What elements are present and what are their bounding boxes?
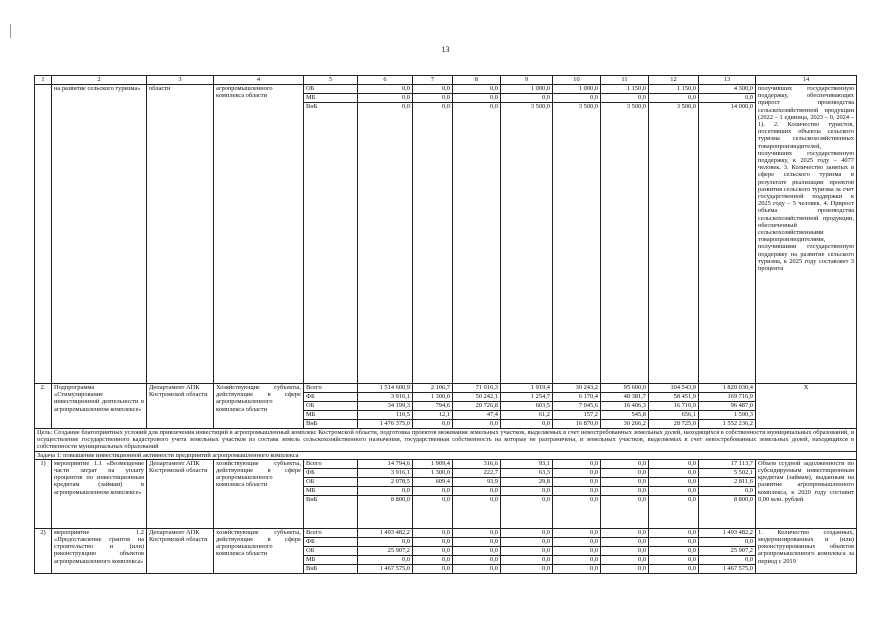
item-name: мероприятие 1.2 «Предоставление грантов на строительство и (или) реконструкцию объектов агропромышленного комплекса»: [52, 528, 147, 573]
funding-source: ОБ: [304, 546, 358, 555]
value-cell: 0,0: [649, 477, 699, 486]
task-row: [35, 451, 857, 459]
responsible: Департамент АПК Костромской области: [147, 459, 214, 528]
value-cell: 0,0: [358, 555, 413, 564]
value-cell: 0,0: [453, 85, 501, 94]
value-cell: 0,0: [601, 477, 649, 486]
value-cell: 5 502,1: [699, 468, 756, 477]
value-cell: 1 467 575,0: [699, 564, 756, 573]
value-cell: 0,0: [601, 555, 649, 564]
value-cell: 1 493 482,2: [358, 528, 413, 537]
value-cell: 1 493 482,2: [699, 528, 756, 537]
value-cell: 603,5: [501, 402, 553, 411]
value-cell: 0,0: [501, 495, 553, 528]
value-cell: 8 800,0: [699, 495, 756, 528]
value-cell: 0,0: [553, 555, 601, 564]
funding-source: ВнБ: [304, 420, 358, 429]
value-cell: 0,0: [453, 537, 501, 546]
value-cell: 1 300,0: [413, 468, 453, 477]
header-cell: 1: [35, 76, 52, 85]
value-cell: 0,0: [453, 103, 501, 384]
value-cell: 0,0: [553, 468, 601, 477]
value-cell: 1 590,3: [699, 411, 756, 420]
value-cell: 0,0: [553, 495, 601, 528]
item-name: на развитие сельского туризма»: [52, 85, 147, 384]
value-cell: 0,0: [553, 528, 601, 537]
responsible: Департамент АПК Костромской области: [147, 528, 214, 573]
funding-source: МБ: [304, 411, 358, 420]
value-cell: 0,0: [358, 486, 413, 495]
value-cell: 63,3: [501, 468, 553, 477]
value-cell: 12,1: [413, 411, 453, 420]
margin-mark: [10, 24, 11, 38]
value-cell: 93,1: [501, 459, 553, 468]
value-cell: 0,0: [699, 555, 756, 564]
value-cell: 1 254,7: [501, 393, 553, 402]
value-cell: 29,8: [501, 477, 553, 486]
funding-source: ФБ: [304, 468, 358, 477]
participants: Хозяйствующие субъекты, действующие в сфере агропромышленного комплекса области: [214, 384, 304, 429]
goal-text: Цель: Создание благоприятных условий для привлечения инвестиций в агропромышленный комплекс Костромской области, подготовка проектов межевания земельных участков, выделяемых в счет невостребованных земельных долей, находящихся в собственности муниципальных образований, и осуществление государственного кадастрового учета земельных участков из состава земель сельскохозяйственного назначения, государственная собственность на которые не разграничена, и земельных участков, выделяемых в счет невостребованных земельных долей, находящихся в собственности муниципальных образований: [35, 429, 857, 452]
goal-row: [35, 429, 857, 452]
value-cell: 0,0: [553, 477, 601, 486]
data-row: [35, 384, 857, 393]
funding-source: Всего: [304, 528, 358, 537]
funding-source: Всего: [304, 384, 358, 393]
value-cell: 6 170,4: [553, 393, 601, 402]
value-cell: 0,0: [453, 546, 501, 555]
funding-source: ВнБ: [304, 564, 358, 573]
result-indicator: X: [756, 384, 857, 429]
value-cell: 1 552 236,2: [699, 420, 756, 429]
value-cell: 3 500,0: [601, 103, 649, 384]
value-cell: 0,0: [649, 468, 699, 477]
responsible: Департамент АПК Костромской области: [147, 384, 214, 429]
result-indicator: 1. Количество созданных, модернизированных и (или) реконструированных объектов агропромышленного комплекса за период с 2019: [756, 528, 857, 573]
header-cell: 4: [214, 76, 304, 85]
funding-source: ФБ: [304, 537, 358, 546]
value-cell: 316,6: [453, 459, 501, 468]
value-cell: 0,0: [501, 528, 553, 537]
value-cell: 93,9: [453, 477, 501, 486]
header-cell: 8: [453, 76, 501, 85]
value-cell: 61,2: [501, 411, 553, 420]
row-number: 1): [35, 459, 52, 528]
value-cell: 0,0: [453, 528, 501, 537]
value-cell: 1 909,4: [413, 459, 453, 468]
value-cell: 58 451,9: [649, 393, 699, 402]
task-text: Задача 1: повышение инвестиционной активности предприятий агропромышленного комплекса: [35, 451, 857, 459]
value-cell: 0,0: [649, 459, 699, 468]
value-cell: 0,0: [413, 495, 453, 528]
value-cell: 0,0: [601, 459, 649, 468]
value-cell: 2 106,7: [413, 384, 453, 393]
value-cell: 30 266,2: [601, 420, 649, 429]
value-cell: 0,0: [699, 486, 756, 495]
participants: хозяйствующие субъекты, действующие в сфере агропромышленного комплекса области: [214, 528, 304, 573]
header-cell: 6: [358, 76, 413, 85]
value-cell: 34 199,3: [358, 402, 413, 411]
value-cell: 794,6: [413, 402, 453, 411]
value-cell: 0,0: [501, 537, 553, 546]
participants: агропромышленного комплекса области: [214, 85, 304, 384]
value-cell: 1 000,0: [553, 85, 601, 94]
value-cell: 0,0: [413, 546, 453, 555]
value-cell: 0,0: [413, 528, 453, 537]
row-number: 2.: [35, 384, 52, 429]
value-cell: 95 600,0: [601, 384, 649, 393]
value-cell: 0,0: [501, 564, 553, 573]
item-name: мероприятие 1.1 «Возмещение части затрат на уплату процентов по инвестиционным кредитам (займам) в агропромышленном комплексе»: [52, 459, 147, 528]
value-cell: 3 500,0: [501, 103, 553, 384]
value-cell: 14 000,0: [699, 103, 756, 384]
value-cell: 2 078,5: [358, 477, 413, 486]
value-cell: 1 476 375,0: [358, 420, 413, 429]
value-cell: 0,0: [358, 537, 413, 546]
value-cell: 0,0: [413, 486, 453, 495]
participants: хозяйствующие субъекты, действующие в сфере агропромышленного комплекса области: [214, 459, 304, 528]
value-cell: 17 113,7: [699, 459, 756, 468]
value-cell: 48 381,7: [601, 393, 649, 402]
value-cell: 3 500,0: [553, 103, 601, 384]
value-cell: 0,0: [601, 468, 649, 477]
value-cell: 0,0: [358, 94, 413, 103]
header-cell: 14: [756, 76, 857, 85]
value-cell: 25 907,2: [358, 546, 413, 555]
value-cell: 47,4: [453, 411, 501, 420]
value-cell: 30 243,2: [553, 384, 601, 393]
value-cell: 0,0: [413, 555, 453, 564]
header-cell: 2: [52, 76, 147, 85]
funding-source: ОБ: [304, 477, 358, 486]
value-cell: 1 820 030,4: [699, 384, 756, 393]
value-cell: 0,0: [649, 546, 699, 555]
value-cell: 110,5: [358, 411, 413, 420]
value-cell: 14 794,6: [358, 459, 413, 468]
value-cell: 16 870,0: [553, 420, 601, 429]
value-cell: 0,0: [649, 564, 699, 573]
value-cell: 104 543,9: [649, 384, 699, 393]
header-cell: 5: [304, 76, 358, 85]
value-cell: 1 300,0: [413, 393, 453, 402]
value-cell: 0,0: [699, 537, 756, 546]
funding-source: МБ: [304, 486, 358, 495]
value-cell: 0,0: [413, 420, 453, 429]
funding-source: ОБ: [304, 402, 358, 411]
value-cell: 8 800,0: [358, 495, 413, 528]
value-cell: 545,8: [601, 411, 649, 420]
funding-source: МБ: [304, 555, 358, 564]
value-cell: 7 045,6: [553, 402, 601, 411]
value-cell: 0,0: [601, 486, 649, 495]
value-cell: 50 242,1: [453, 393, 501, 402]
data-row: [35, 85, 857, 94]
funding-source: ФБ: [304, 393, 358, 402]
value-cell: 0,0: [601, 564, 649, 573]
value-cell: 0,0: [699, 94, 756, 103]
data-row: [35, 528, 857, 537]
value-cell: 0,0: [553, 459, 601, 468]
program-table: [34, 75, 857, 574]
value-cell: 609,4: [413, 477, 453, 486]
data-row: [35, 459, 857, 468]
value-cell: 16 710,9: [649, 402, 699, 411]
value-cell: 0,0: [601, 528, 649, 537]
funding-source: ВнБ: [304, 103, 358, 384]
value-cell: 2 811,6: [699, 477, 756, 486]
value-cell: 1 150,0: [649, 85, 699, 94]
funding-source: ОБ: [304, 85, 358, 94]
value-cell: 169 716,9: [699, 393, 756, 402]
header-cell: 7: [413, 76, 453, 85]
value-cell: 0,0: [413, 103, 453, 384]
value-cell: 0,0: [601, 495, 649, 528]
value-cell: 1 000,0: [501, 85, 553, 94]
value-cell: 0,0: [649, 486, 699, 495]
value-cell: 0,0: [649, 537, 699, 546]
header-row: [35, 76, 857, 85]
value-cell: 0,0: [453, 555, 501, 564]
value-cell: 0,0: [413, 94, 453, 103]
funding-source: МБ: [304, 94, 358, 103]
value-cell: 0,0: [358, 85, 413, 94]
row-number: [35, 85, 52, 384]
value-cell: 0,0: [453, 486, 501, 495]
value-cell: 1 919,4: [501, 384, 553, 393]
page-number: 13: [441, 45, 450, 54]
value-cell: 1 467 575,0: [358, 564, 413, 573]
value-cell: 0,0: [553, 546, 601, 555]
value-cell: 0,0: [501, 420, 553, 429]
value-cell: 0,0: [413, 85, 453, 94]
header-cell: 13: [699, 76, 756, 85]
result-indicator: получивших государственную поддержку, обеспечивающих прирост производства сельскохозяйственной продукции (2022 – 1 единица, 2023 – 0, 2024 – 1). 2. Количество туристов, посетивших объекты сельского туризма сельскохозяйственных товаропроизводителей, получивших государственную поддержку, к 2025 году – 4077 человек. 3. Количество занятых в сфере сельского туризма в результате реализации проектов развития сельского туризма за счет государственной поддержки к 2025 году – 5 человек. 4. Прирост объема производства сельскохозяйственной продукции, обеспеченный сельскохозяйственными товаропроизводителями, получившими государственную поддержку на развитие сельского туризма, к 2025 году составляет 3 процента: [756, 85, 857, 384]
value-cell: 0,0: [601, 546, 649, 555]
row-number: 2): [35, 528, 52, 573]
funding-source: ВнБ: [304, 495, 358, 528]
value-cell: 1 514 600,9: [358, 384, 413, 393]
value-cell: 1 150,0: [601, 85, 649, 94]
value-cell: 0,0: [453, 495, 501, 528]
value-cell: 0,0: [453, 420, 501, 429]
value-cell: 0,0: [501, 555, 553, 564]
header-cell: 9: [501, 76, 553, 85]
value-cell: 0,0: [358, 103, 413, 384]
value-cell: 0,0: [553, 486, 601, 495]
value-cell: 222,7: [453, 468, 501, 477]
value-cell: 0,0: [453, 564, 501, 573]
responsible: области: [147, 85, 214, 384]
value-cell: 0,0: [601, 537, 649, 546]
value-cell: 3 500,0: [649, 103, 699, 384]
value-cell: 0,0: [501, 486, 553, 495]
value-cell: 28 725,0: [649, 420, 699, 429]
value-cell: 4 300,0: [699, 85, 756, 94]
value-cell: 0,0: [413, 564, 453, 573]
value-cell: 96 487,0: [699, 402, 756, 411]
result-indicator: Объем ссудной задолженности по субсидируемым инвестиционным кредитам (займам), выданным на развитие агропромышленного комплекса, к 2020 году составит 0,00 млн. рублей: [756, 459, 857, 528]
value-cell: 0,0: [649, 495, 699, 528]
value-cell: 0,0: [649, 528, 699, 537]
funding-source: Всего: [304, 459, 358, 468]
value-cell: 656,1: [649, 411, 699, 420]
value-cell: 0,0: [501, 546, 553, 555]
value-cell: 71 016,3: [453, 384, 501, 393]
value-cell: 0,0: [649, 94, 699, 103]
header-cell: 12: [649, 76, 699, 85]
value-cell: 3 916,1: [358, 468, 413, 477]
value-cell: 25 907,2: [699, 546, 756, 555]
value-cell: 157,2: [553, 411, 601, 420]
value-cell: 16 406,3: [601, 402, 649, 411]
header-cell: 10: [553, 76, 601, 85]
value-cell: 3 916,1: [358, 393, 413, 402]
value-cell: 0,0: [649, 555, 699, 564]
value-cell: 0,0: [601, 94, 649, 103]
value-cell: 0,0: [453, 94, 501, 103]
header-cell: 3: [147, 76, 214, 85]
value-cell: 0,0: [553, 537, 601, 546]
value-cell: 0,0: [501, 94, 553, 103]
value-cell: 20 726,8: [453, 402, 501, 411]
header-cell: 11: [601, 76, 649, 85]
value-cell: 0,0: [553, 94, 601, 103]
item-name: Подпрограмма «Стимулирование инвестиционной деятельности в агропромышленном комплексе»: [52, 384, 147, 429]
value-cell: 0,0: [553, 564, 601, 573]
value-cell: 0,0: [413, 537, 453, 546]
